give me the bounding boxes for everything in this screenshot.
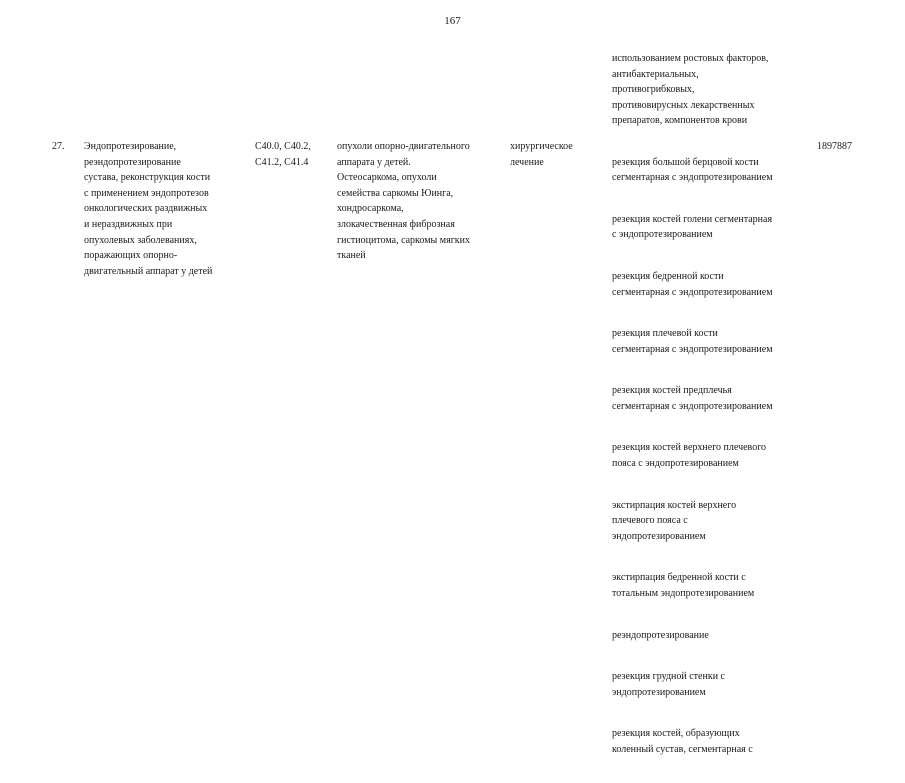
care-type-name: Эндопротезирование, реэндопротезирование сустава, реконструкция кости с применением эндопротезов онкологических раздвижных и нераздвижных при опухолевых заболеваниях, поражающих опорно- двигательный аппарат у детей [84, 141, 213, 277]
method-item: резекция костей верхнего плечевого пояса с эндопротезированием [612, 442, 767, 470]
method-item: резекция большой берцовой кости сегментарная с эндопротезированием [612, 156, 773, 184]
row-number: 27. [52, 141, 65, 152]
patient-model: опухоли опорно-двигательного аппарата у детей. Остеосаркома, опухоли семейства саркомы Юинга, хондросаркома, злокачественная фиброзная гистиоцитома, саркомы мягких тканей [337, 141, 471, 262]
page-number: 167 [444, 15, 461, 27]
icd-codes: C40.0, C40.2, C41.2, C41.4 [255, 141, 311, 168]
method-item: резекция плечевой кости сегментарная с эндопротезированием [612, 328, 773, 355]
method-item: резекция костей голени сегментарная с эндопротезированием [612, 213, 773, 241]
method-item: резекция грудной стенки с эндопротезированием [612, 671, 725, 698]
method-item: экстирпация костей верхнего плечевого пояса с эндопротезированием [612, 499, 737, 542]
treatment-methods [612, 139, 812, 783]
method-item: резекция костей, образующих коленный сустав, сегментарная с [612, 728, 753, 755]
method-item: экстирпация бедренной кости с тотальным эндопротезированием [612, 572, 755, 599]
cost-norm: 1897887 [817, 141, 852, 152]
treatment-type: хирургическое лечение [510, 141, 573, 168]
method-item: резекция бедренной кости сегментарная с эндопротезированием [612, 270, 773, 298]
method-item: реэндопротезирование [612, 629, 709, 641]
continued-method-text: использованием ростовых факторов, антибактериальных, противогрибковых, противовирусных лекарственных препаратов, компонентов крови [612, 53, 769, 127]
method-item: резекция костей предплечья сегментарная с эндопротезированием [612, 385, 773, 412]
